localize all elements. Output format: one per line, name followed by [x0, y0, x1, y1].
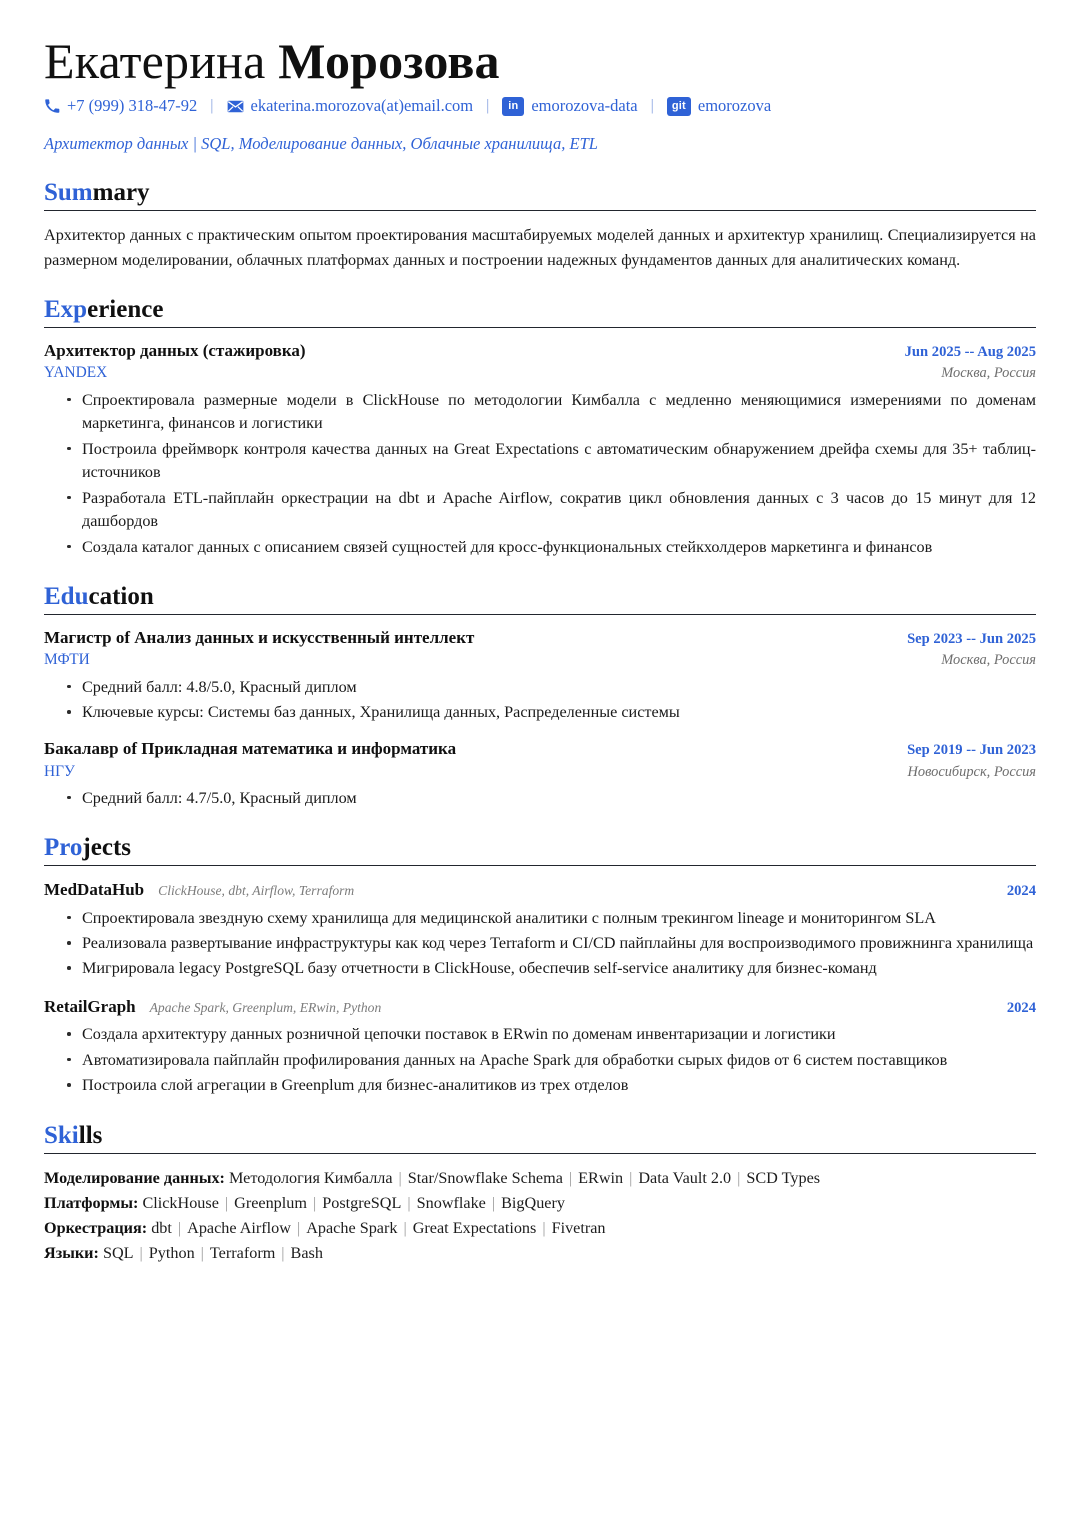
- skill-item: SQL: [102, 1244, 134, 1263]
- section-education: [44, 583, 1036, 810]
- skill-values: [225, 1169, 820, 1187]
- list-item: Мигрировала legacy PostgreSQL базу отчетности в ClickHouse, обеспечив self-service аналитику для бизнес-команд: [66, 957, 1036, 980]
- project-name: MedDataHub: [44, 880, 145, 900]
- entry-title-row: [44, 627, 1036, 649]
- education-body: [44, 627, 1036, 810]
- skill-item: BigQuery: [501, 1193, 565, 1212]
- linkedin-text: emorozova-data: [531, 96, 638, 115]
- job-organization: YANDEX: [44, 364, 108, 382]
- project-bullets: [44, 1023, 1036, 1097]
- section-title-highlight: Pro: [44, 834, 83, 862]
- project-tech-stack: Apache Spark, Greenplum, ERwin, Python: [149, 999, 382, 1015]
- degree-title: Бакалавр of Прикладная математика и информатика: [44, 739, 457, 759]
- section-rule: [44, 210, 1036, 211]
- project-year: 2024: [1006, 883, 1036, 900]
- summary-text: Архитектор данных с практическим опытом проектирования масштабируемых моделей данных и архитектур хранилищ. Специализируется на размерном моделировании, облачных платформах данных и построении надежных фундаментов данных для аналитических команд.: [44, 226, 1036, 269]
- list-item: Создала архитектуру данных розничной цепочки поставок в ERwin по доменам инвентаризации и логистики: [66, 1023, 1036, 1046]
- institution-location: Новосибирск, Россия: [907, 763, 1036, 780]
- section-rule: [44, 327, 1036, 328]
- resume-header: [44, 34, 1036, 155]
- skill-item: ClickHouse: [142, 1193, 219, 1212]
- email-icon: [227, 100, 244, 113]
- skill-item: Star/Snowflake Schema: [407, 1168, 563, 1187]
- list-item: Автоматизировала пайплайн профилирования данных на Apache Spark для обработки сырых фидов от 6 систем поставщиков: [66, 1049, 1036, 1072]
- section-skills: [44, 1122, 1036, 1266]
- contact-email[interactable]: [227, 94, 474, 119]
- contact-line: [44, 94, 1036, 119]
- skill-separator: |: [281, 1244, 285, 1263]
- section-title-projects: [44, 834, 1036, 865]
- skill-row: [44, 1216, 1036, 1240]
- section-summary: [44, 179, 1036, 272]
- skill-item: Great Expectations: [412, 1219, 537, 1238]
- skill-item: ERwin: [578, 1168, 624, 1187]
- list-item: Создала каталог данных с описанием связей сущностей для кросс-функциональных стейкхолдеров маркетинга и финансов: [66, 536, 1036, 559]
- section-title-rest: mary: [92, 179, 150, 207]
- skill-separator: |: [177, 1219, 182, 1238]
- phone-text: +7 (999) 318-47-92: [67, 96, 198, 115]
- experience-entry: [44, 340, 1036, 559]
- section-title-highlight: Ski: [44, 1121, 79, 1149]
- skill-item: SCD Types: [746, 1168, 821, 1187]
- summary-body: [44, 223, 1036, 272]
- contact-separator: |: [650, 97, 654, 115]
- section-experience: [44, 296, 1036, 559]
- section-title-highlight: Edu: [44, 583, 89, 611]
- contact-github[interactable]: [667, 94, 771, 119]
- project-year: 2024: [1006, 999, 1036, 1016]
- skill-values: [138, 1194, 565, 1212]
- skill-separator: |: [491, 1193, 496, 1212]
- skill-separator: |: [568, 1168, 573, 1187]
- skill-values: [99, 1244, 323, 1262]
- section-rule: [44, 614, 1036, 615]
- section-title-rest: lls: [78, 1121, 103, 1149]
- institution-name: МФТИ: [44, 651, 90, 669]
- section-projects: [44, 834, 1036, 1097]
- job-bullets: [44, 389, 1036, 559]
- project-entry: [44, 878, 1036, 981]
- skill-separator: |: [296, 1219, 301, 1238]
- section-rule: [44, 865, 1036, 866]
- contact-linkedin[interactable]: [502, 94, 637, 119]
- list-item: Построила фреймворк контроля качества данных на Great Expectations с автоматическим обнаружением дрейфа схемы для 35+ таблиц-источников: [66, 438, 1036, 485]
- degree-date: Sep 2019 -- Jun 2023: [907, 742, 1036, 759]
- education-entry: [44, 627, 1036, 724]
- list-item: Спроектировала размерные модели в ClickHouse по методологии Кимбалла с медленно меняющимися измерениями по доменам маркетинга, финансов и логистики: [66, 389, 1036, 436]
- skill-row: [44, 1191, 1036, 1215]
- degree-date: Sep 2023 -- Jun 2025: [907, 631, 1036, 648]
- skill-item: Apache Airflow: [187, 1219, 291, 1238]
- education-bullets: [44, 676, 1036, 725]
- skill-item: Fivetran: [551, 1219, 606, 1238]
- entry-title-row: [44, 340, 1036, 362]
- github-text: emorozova: [697, 96, 772, 115]
- section-title-skills: [44, 1122, 1036, 1153]
- skill-separator: |: [398, 1168, 402, 1187]
- email-text: ekaterina.morozova(at)email.com: [250, 96, 474, 115]
- skill-separator: |: [629, 1168, 633, 1187]
- skill-item: Bash: [290, 1244, 323, 1263]
- projects-body: [44, 878, 1036, 1097]
- education-entry: [44, 738, 1036, 810]
- degree-title: Магистр of Анализ данных и искусственный интеллект: [44, 628, 475, 648]
- section-title-rest: cation: [88, 583, 154, 611]
- skill-separator: |: [542, 1219, 546, 1238]
- list-item: Ключевые курсы: Системы баз данных, Хранилища данных, Распределенные системы: [66, 701, 1036, 724]
- skill-separator: |: [403, 1219, 407, 1238]
- github-icon: git: [667, 97, 691, 116]
- list-item: Средний балл: 4.8/5.0, Красный диплом: [66, 676, 1036, 699]
- contact-separator: |: [210, 97, 214, 115]
- candidate-name: [44, 34, 1036, 88]
- entry-org-row: [44, 649, 1036, 671]
- education-bullets: [44, 787, 1036, 810]
- skill-item: Apache Spark: [306, 1219, 398, 1238]
- project-bullets: [44, 907, 1036, 981]
- list-item: Разработала ETL-пайплайн оркестрации на dbt и Apache Airflow, сократив цикл обновления данных с 3 часов до 15 минут для 12 дашбордов: [66, 487, 1036, 534]
- skill-separator: |: [200, 1244, 204, 1263]
- skill-item: Snowflake: [416, 1193, 486, 1212]
- section-title-rest: erience: [87, 296, 164, 324]
- skill-category: Оркестрация:: [44, 1219, 148, 1238]
- skill-separator: |: [224, 1193, 229, 1212]
- skill-separator: |: [407, 1193, 411, 1212]
- project-tech-stack: ClickHouse, dbt, Airflow, Terraform: [158, 883, 355, 899]
- skill-item: Data Vault 2.0: [638, 1168, 732, 1187]
- job-date: Jun 2025 -- Aug 2025: [904, 344, 1036, 361]
- list-item: Построила слой агрегации в Greenplum для бизнес-аналитиков из трех отделов: [66, 1074, 1036, 1097]
- entry-org-row: [44, 761, 1036, 783]
- section-title-highlight: Sum: [44, 179, 93, 207]
- skill-category: Платформы:: [44, 1193, 139, 1212]
- skills-body: [44, 1166, 1036, 1266]
- skill-item: PostgreSQL: [322, 1193, 402, 1212]
- skill-row: [44, 1166, 1036, 1190]
- linkedin-icon: in: [502, 97, 524, 116]
- skill-category: Моделирование данных:: [44, 1168, 225, 1187]
- skill-item: Terraform: [209, 1244, 276, 1263]
- skill-item: dbt: [151, 1219, 172, 1238]
- list-item: Спроектировала звездную схему хранилища для медицинской аналитики с полным трекингом lineage и мониторингом SLA: [66, 907, 1036, 930]
- entry-title-row: [44, 738, 1036, 760]
- contact-separator: |: [486, 97, 490, 115]
- skill-item: Методология Кимбалла: [229, 1168, 393, 1187]
- skill-item: Python: [148, 1244, 195, 1263]
- phone-icon: [44, 98, 60, 114]
- first-name: Екатерина: [44, 33, 266, 89]
- project-entry: [44, 995, 1036, 1098]
- section-title-experience: [44, 296, 1036, 327]
- experience-body: [44, 340, 1036, 559]
- last-name: Морозова: [278, 33, 500, 89]
- institution-name: НГУ: [44, 762, 75, 780]
- section-rule: [44, 1153, 1036, 1154]
- section-title-summary: [44, 179, 1036, 210]
- skill-row: [44, 1241, 1036, 1265]
- list-item: Реализовала развертывание инфраструктуры как код через Terraform и CI/CD пайплайны для воспроизводимого провижнинга хранилища: [66, 932, 1036, 955]
- entry-org-row: [44, 362, 1036, 384]
- job-location: Москва, Россия: [941, 365, 1036, 382]
- section-title-highlight: Exp: [44, 296, 88, 324]
- tagline: Архитектор данных | SQL, Моделирование данных, Облачные хранилища, ETL: [44, 133, 598, 153]
- skill-separator: |: [737, 1168, 741, 1187]
- contact-phone[interactable]: [44, 94, 197, 119]
- skills-rows: [44, 1166, 1036, 1266]
- project-heading: [44, 995, 381, 1019]
- skill-item: Greenplum: [234, 1193, 307, 1212]
- section-title-rest: jects: [82, 834, 131, 862]
- job-title: Архитектор данных (стажировка): [44, 341, 306, 361]
- project-title-row: [44, 878, 1036, 902]
- project-heading: [44, 878, 354, 902]
- skill-values: [147, 1219, 605, 1237]
- skill-separator: |: [312, 1193, 317, 1212]
- list-item: Средний балл: 4.7/5.0, Красный диплом: [66, 787, 1036, 810]
- project-name: RetailGraph: [44, 996, 136, 1016]
- institution-location: Москва, Россия: [941, 652, 1036, 669]
- project-title-row: [44, 995, 1036, 1019]
- section-title-education: [44, 583, 1036, 614]
- skill-category: Языки:: [44, 1244, 99, 1263]
- skill-separator: |: [139, 1244, 143, 1263]
